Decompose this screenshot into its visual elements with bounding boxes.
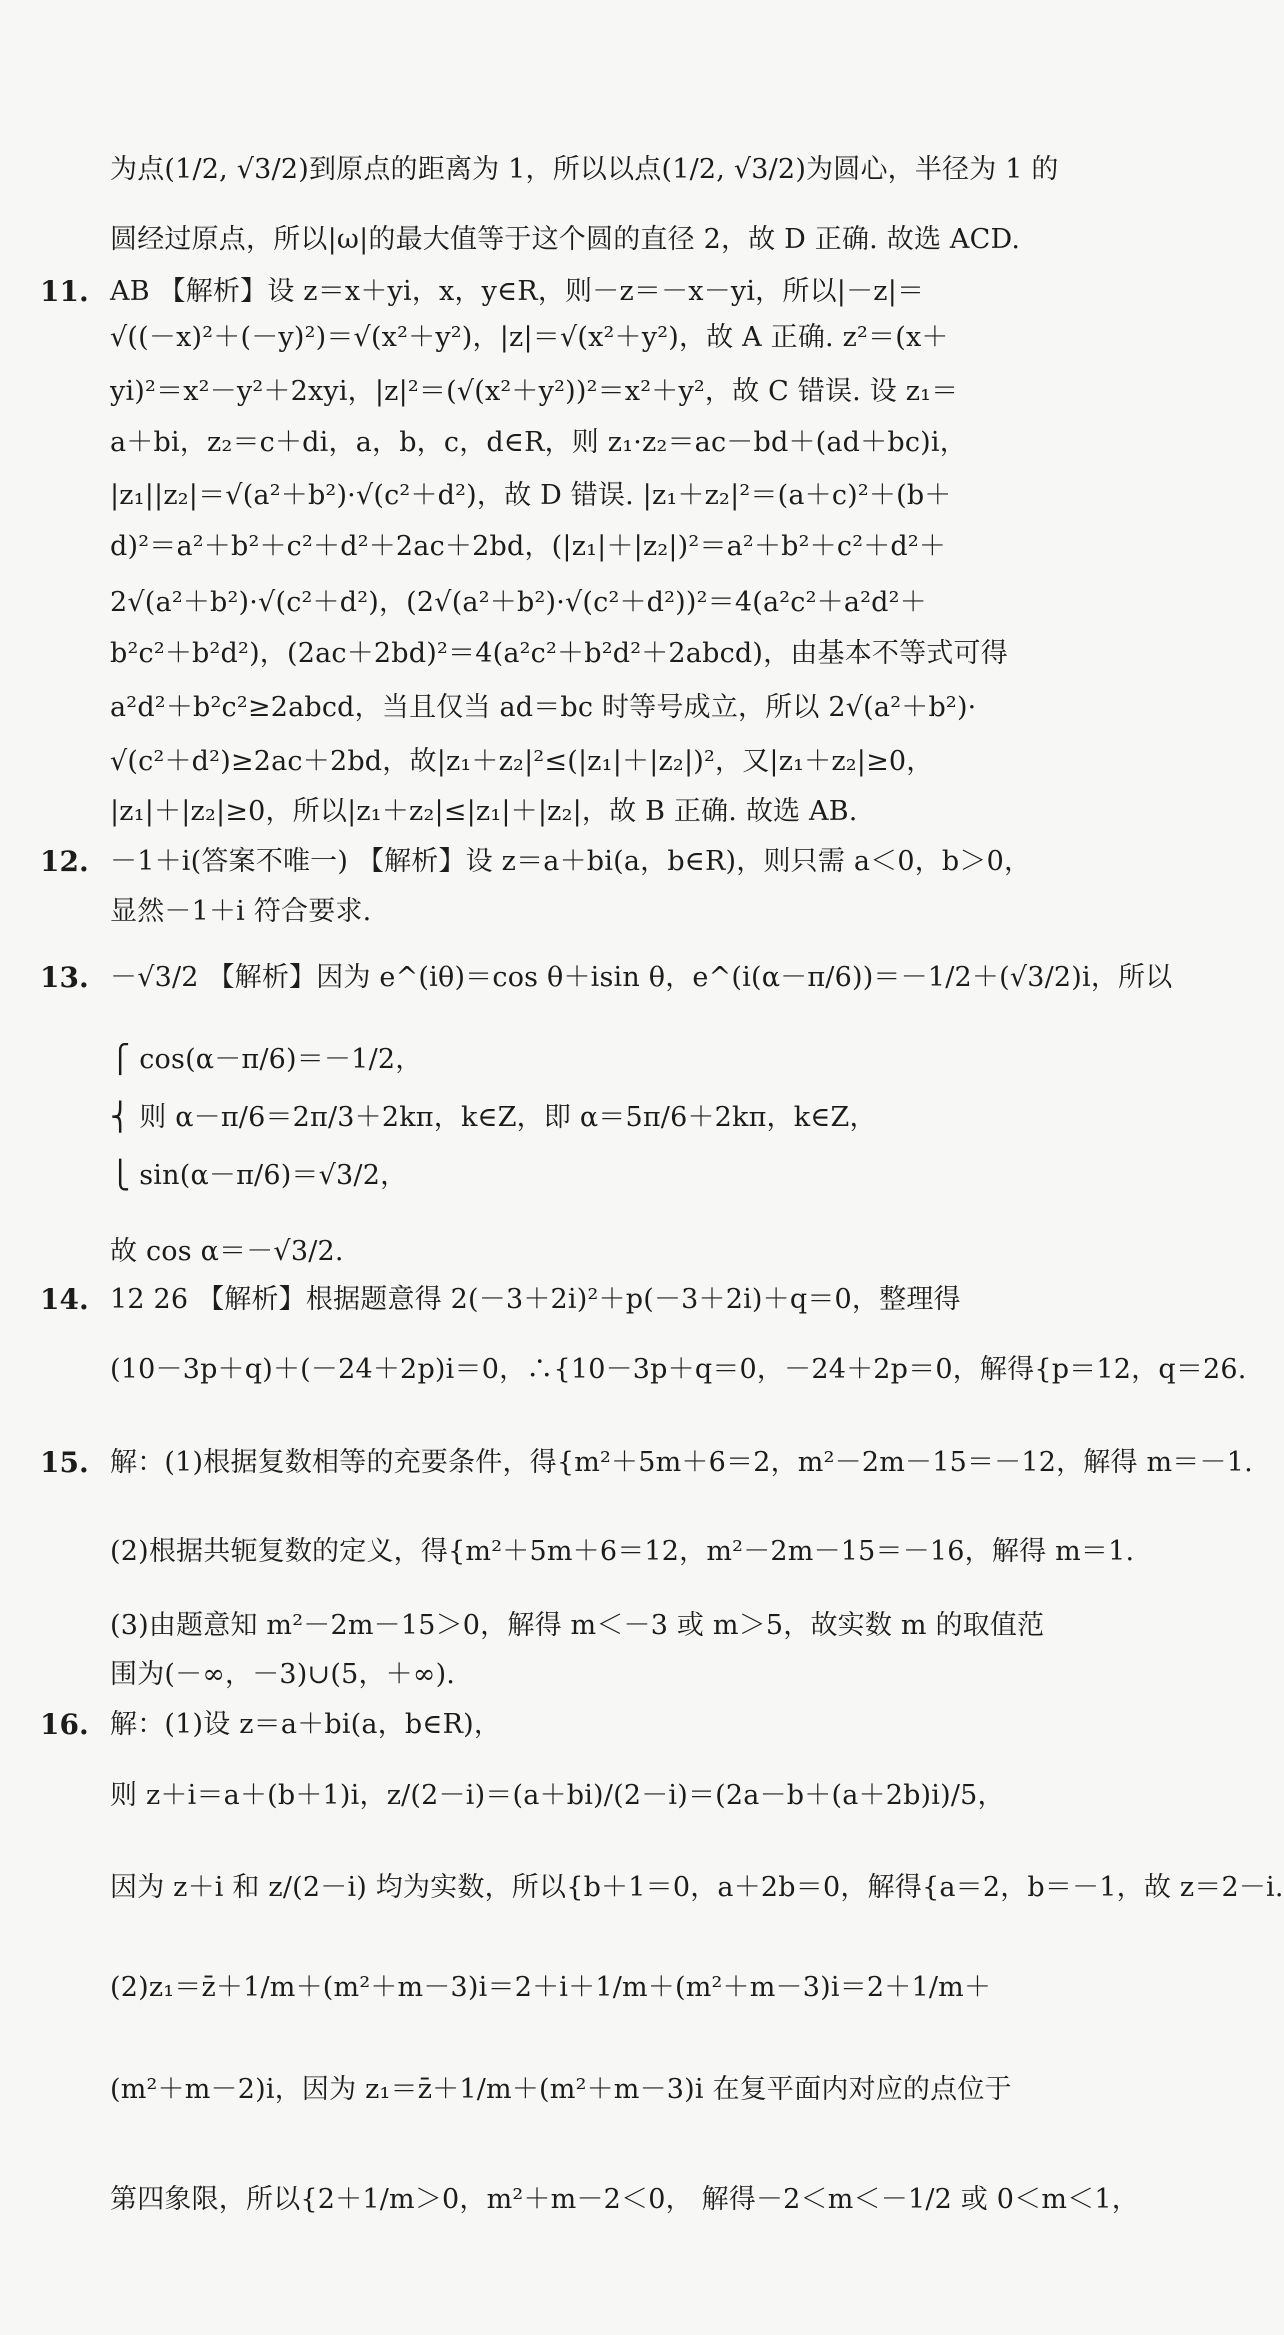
- text-line: (3)由题意知 m²－2m－15＞0，解得 m＜－3 或 m＞5，故实数 m 的取值范: [110, 1610, 1045, 1641]
- text-line: |z₁||z₂|＝√(a²＋b²)·√(c²＋d²)，故 D 错误. |z₁＋z₂|²＝(a＋c)²＋(b＋: [110, 480, 952, 511]
- text-line: ⎧ cos(α－π/6)＝－1/2，: [110, 1044, 423, 1075]
- question-number: 14.: [40, 1283, 89, 1316]
- text-line: 显然－1＋i 符合要求.: [110, 896, 372, 927]
- text-line: 解：(1)根据复数相等的充要条件，得{m²＋5m＋6＝2，m²－2m－15＝－12，解得 m＝－1.: [110, 1447, 1253, 1478]
- text-line: (10－3p＋q)＋(－24＋2p)i＝0，∴{10－3p＋q＝0，－24＋2p＝0，解得{p＝12，q＝26.: [110, 1354, 1247, 1385]
- text-line: 第四象限，所以{2＋1/m＞0，m²＋m－2＜0， 解得－2＜m＜－1/2 或 0＜m＜1，: [110, 2184, 1139, 2215]
- text-line: 为点(1/2, √3/2)到原点的距离为 1，所以以点(1/2, √3/2)为圆心，半径为 1 的: [110, 154, 1059, 185]
- text-line: 故 cos α＝－√3/2.: [110, 1236, 344, 1267]
- text-line: √(c²＋d²)≥2ac＋2bd，故|z₁＋z₂|²≤(|z₁|＋|z₂|)²，又|z₁＋z₂|≥0，: [110, 746, 934, 777]
- question-number: 12.: [40, 845, 89, 878]
- text-line: |z₁|＋|z₂|≥0，所以|z₁＋z₂|≤|z₁|＋|z₂|，故 B 正确. 故选 AB.: [110, 796, 858, 827]
- text-line: ⎩ sin(α－π/6)＝√3/2，: [110, 1160, 408, 1191]
- text-line: 2√(a²＋b²)·√(c²＋d²)，(2√(a²＋b²)·√(c²＋d²))²＝4(a²c²＋a²d²＋: [110, 587, 927, 618]
- question-number: 13.: [40, 961, 89, 994]
- text-line: 因为 z＋i 和 z/(2－i) 均为实数，所以{b＋1＝0，a＋2b＝0，解得{a＝2，b＝－1，故 z＝2－i.: [110, 1872, 1284, 1903]
- question-number: 15.: [40, 1446, 89, 1479]
- text-line: 则 z＋i＝a＋(b＋1)i，z/(2－i)＝(a＋bi)/(2－i)＝(2a－b＋(a＋2b)i)/5，: [110, 1780, 1005, 1811]
- text-line: yi)²＝x²－y²＋2xyi，|z|²＝(√(x²＋y²))²＝x²＋y²，故 C 错误. 设 z₁＝: [110, 376, 959, 407]
- text-line: 圆经过原点，所以|ω|的最大值等于这个圆的直径 2，故 D 正确. 故选 ACD.: [110, 224, 1021, 255]
- question-number: 11.: [40, 275, 89, 308]
- text-line: 围为(－∞，－3)∪(5，＋∞).: [110, 1659, 456, 1690]
- question-number: 16.: [40, 1708, 89, 1741]
- text-line: 12 26 【解析】根据题意得 2(－3＋2i)²＋p(－3＋2i)＋q＝0，整理得: [110, 1284, 961, 1315]
- text-line: a²d²＋b²c²≥2abcd，当且仅当 ad＝bc 时等号成立，所以 2√(a²＋b²)·: [110, 692, 977, 723]
- text-line: 解：(1)设 z＝a＋bi(a，b∈R)，: [110, 1709, 502, 1740]
- text-line: b²c²＋b²d²)，(2ac＋2bd)²＝4(a²c²＋b²d²＋2abcd)，由基本不等式可得: [110, 638, 1008, 669]
- text-line: a＋bi，z₂＝c＋di，a，b，c，d∈R，则 z₁·z₂＝ac－bd＋(ad＋bc)i，: [110, 427, 967, 458]
- text-line: －√3/2 【解析】因为 e^(iθ)＝cos θ＋isin θ，e^(i(α－π/6))＝－1/2＋(√3/2)i，所以: [110, 962, 1173, 993]
- text-line: (m²＋m－2)i，因为 z₁＝z̄＋1/m＋(m²＋m－3)i 在复平面内对应的点位于: [110, 2074, 1012, 2105]
- text-line: d)²＝a²＋b²＋c²＋d²＋2ac＋2bd，(|z₁|＋|z₂|)²＝a²＋b²＋c²＋d²＋: [110, 531, 947, 562]
- text-line: (2)根据共轭复数的定义，得{m²＋5m＋6＝12，m²－2m－15＝－16，解得 m＝1.: [110, 1536, 1135, 1567]
- text-line: √((－x)²＋(－y)²)＝√(x²＋y²)，|z|＝√(x²＋y²)，故 A 正确. z²＝(x＋: [110, 322, 949, 353]
- text-line: AB 【解析】设 z＝x＋yi，x，y∈R，则－z＝－x－yi，所以|－z|＝: [110, 276, 925, 307]
- text-line: ⎨ 则 α－π/6＝2π/3＋2kπ，k∈Z，即 α＝5π/6＋2kπ，k∈Z，: [110, 1102, 877, 1133]
- text-line: －1＋i(答案不唯一) 【解析】设 z＝a＋bi(a，b∈R)，则只需 a＜0，b＞0，: [110, 846, 1032, 877]
- text-line: (2)z₁＝z̄＋1/m＋(m²＋m－3)i＝2＋i＋1/m＋(m²＋m－3)i＝2＋1/m＋: [110, 1972, 992, 2003]
